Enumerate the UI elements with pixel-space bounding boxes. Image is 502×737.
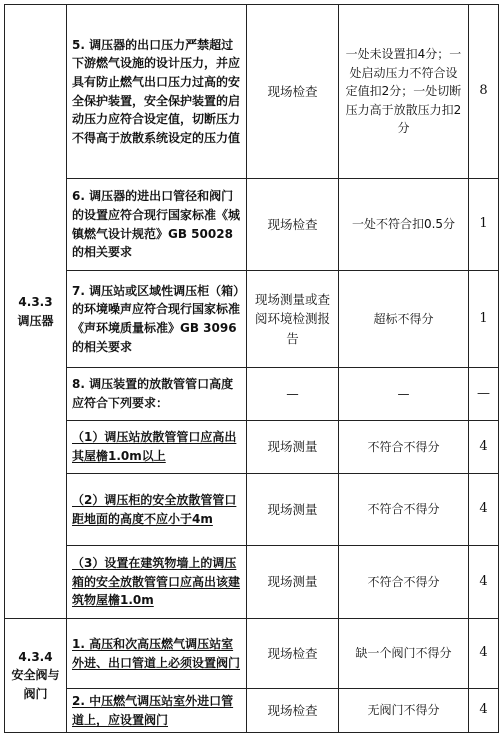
method-cell: 现场测量 [247, 474, 339, 546]
method-cell: 现场检查 [247, 179, 339, 271]
criteria-cell: 一处未设置扣4分；一处启动压力不符合设定值扣2分；一处切断压力高于放散压力扣2分 [339, 5, 469, 179]
requirement-cell: 8. 调压装置的放散管管口高度应符合下列要求： [67, 368, 247, 421]
requirement-cell: 7. 调压站或区域性调压柜（箱）的环境噪声应符合现行国家标准《声环境质量标准》GB 3096的相关要求 [67, 271, 247, 368]
table-row [5, 5, 499, 179]
requirement-cell: 6. 调压器的进出口管径和阀门的设置应符合现行国家标准《城镇燃气设计规范》GB 50028的相关要求 [67, 179, 247, 271]
criteria-cell: 一处不符合扣0.5分 [339, 179, 469, 271]
criteria-cell: — [339, 368, 469, 421]
section-label-regulator: 4.3.3 调压器 [5, 5, 67, 619]
requirement-cell: 2. 中压燃气调压站室外进口管道上，应设置阀门 [67, 689, 247, 733]
method-cell: 现场检查 [247, 5, 339, 179]
requirement-cell: 5. 调压器的出口压力严禁超过下游燃气设施的设计压力，并应具有防止燃气出口压力过高的安全保护装置，安全保护装置的启动压力应符合设定值，切断压力不得高于放散系统设定的压力值 [67, 5, 247, 179]
method-cell: 现场测量 [247, 546, 339, 619]
criteria-cell: 不符合不得分 [339, 421, 469, 474]
table-row [5, 619, 499, 689]
score-cell: 4 [469, 421, 499, 474]
score-cell: 1 [469, 179, 499, 271]
score-cell: 4 [469, 689, 499, 733]
score-cell: — [469, 368, 499, 421]
method-cell: 现场测量或查阅环境检测报告 [247, 271, 339, 368]
table-row [5, 179, 499, 271]
score-cell: 4 [469, 619, 499, 689]
table-row [5, 368, 499, 421]
method-cell: 现场测量 [247, 421, 339, 474]
table-row [5, 689, 499, 733]
criteria-cell: 不符合不得分 [339, 474, 469, 546]
section-label-safety-valve: 4.3.4 安全阀与 阀门 [5, 619, 67, 733]
table-row [5, 271, 499, 368]
requirement-cell: （1）调压站放散管管口应高出其屋檐1.0m以上 [67, 421, 247, 474]
score-cell: 4 [469, 474, 499, 546]
method-cell: 现场检查 [247, 619, 339, 689]
criteria-cell: 超标不得分 [339, 271, 469, 368]
score-cell: 4 [469, 546, 499, 619]
method-cell: 现场检查 [247, 689, 339, 733]
table-row [5, 421, 499, 474]
requirement-cell: （2）调压柜的安全放散管管口距地面的高度不应小于4m [67, 474, 247, 546]
criteria-cell: 无阀门不得分 [339, 689, 469, 733]
requirement-cell: 1. 高压和次高压燃气调压站室外进、出口管道上必须设置阀门 [67, 619, 247, 689]
table-row [5, 546, 499, 619]
evaluation-table [4, 4, 499, 733]
table-row [5, 474, 499, 546]
method-cell: — [247, 368, 339, 421]
criteria-cell: 不符合不得分 [339, 546, 469, 619]
score-cell: 8 [469, 5, 499, 179]
requirement-cell: （3）设置在建筑物墙上的调压箱的安全放散管管口应高出该建筑物屋檐1.0m [67, 546, 247, 619]
criteria-cell: 缺一个阀门不得分 [339, 619, 469, 689]
score-cell: 1 [469, 271, 499, 368]
